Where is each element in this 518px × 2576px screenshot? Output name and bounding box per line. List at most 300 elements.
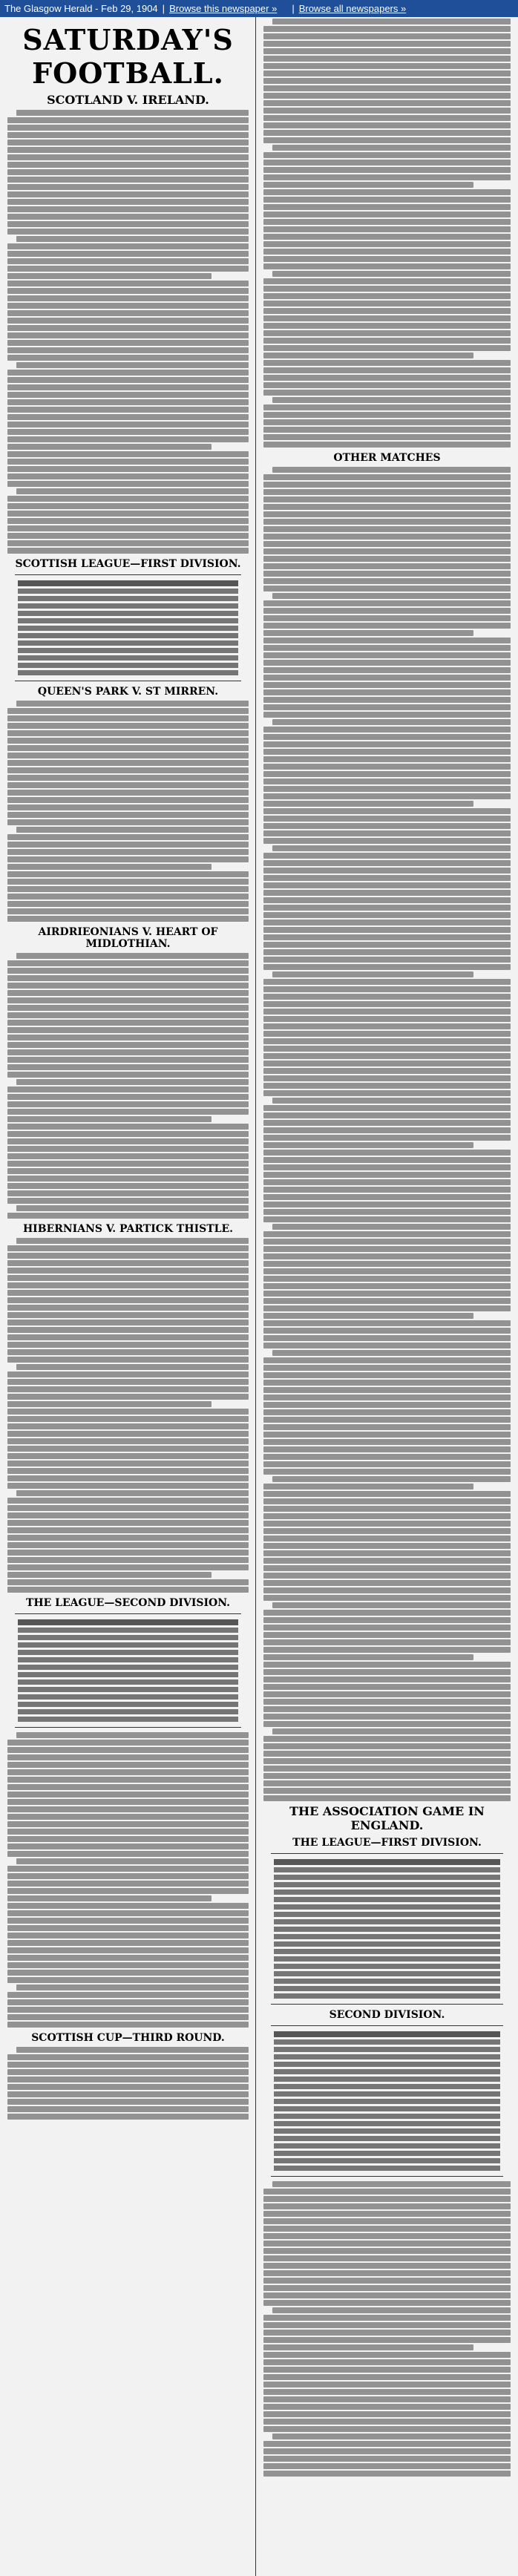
text-line bbox=[7, 1146, 249, 1152]
text-line bbox=[263, 1313, 473, 1319]
text-line bbox=[263, 882, 511, 888]
text-line bbox=[263, 1550, 511, 1556]
text-line bbox=[7, 1557, 249, 1563]
text-line bbox=[7, 1297, 249, 1303]
text-line bbox=[16, 1732, 249, 1738]
text-line bbox=[263, 1654, 473, 1660]
text-line bbox=[263, 1758, 511, 1764]
text-line bbox=[263, 1380, 511, 1386]
text-line bbox=[263, 675, 511, 681]
text-line bbox=[7, 842, 249, 848]
table-row bbox=[18, 1709, 238, 1714]
text-line bbox=[263, 1142, 473, 1148]
table-row bbox=[18, 603, 238, 609]
text-line bbox=[263, 949, 511, 955]
table-title: THE LEAGUE—FIRST DIVISION. bbox=[292, 1837, 482, 1849]
text-line bbox=[263, 1164, 511, 1170]
text-line bbox=[7, 1933, 249, 1938]
text-line bbox=[263, 2278, 511, 2284]
text-line bbox=[7, 797, 249, 803]
text-line bbox=[263, 41, 511, 47]
text-line bbox=[263, 212, 511, 217]
text-line bbox=[7, 1468, 249, 1474]
text-line bbox=[263, 2426, 511, 2432]
text-line bbox=[263, 108, 511, 114]
text-line bbox=[16, 1985, 249, 1990]
text-line bbox=[7, 1087, 249, 1092]
text-line bbox=[263, 682, 511, 688]
table-row bbox=[274, 2121, 500, 2126]
text-line bbox=[7, 407, 249, 413]
text-line bbox=[263, 1365, 511, 1371]
table-row bbox=[274, 2062, 500, 2067]
text-line bbox=[263, 474, 511, 480]
text-line bbox=[263, 167, 511, 173]
table-title: SCOTTISH LEAGUE—FIRST DIVISION. bbox=[15, 558, 241, 570]
text-line bbox=[7, 1762, 249, 1768]
text-line bbox=[7, 214, 249, 220]
text-line bbox=[263, 571, 511, 577]
text-line bbox=[7, 459, 249, 465]
text-line bbox=[7, 1740, 249, 1746]
text-line bbox=[263, 764, 511, 770]
table-row bbox=[18, 1665, 238, 1670]
text-line bbox=[7, 295, 249, 301]
text-line bbox=[7, 1357, 249, 1363]
text-line bbox=[263, 2352, 511, 2358]
text-line bbox=[263, 1157, 511, 1163]
text-line bbox=[7, 983, 249, 989]
text-line bbox=[263, 1617, 511, 1623]
text-line bbox=[263, 1751, 511, 1757]
text-line bbox=[263, 1083, 511, 1089]
text-line bbox=[7, 1438, 249, 1444]
text-line bbox=[263, 1699, 511, 1705]
text-line bbox=[16, 110, 249, 116]
text-line bbox=[7, 1520, 249, 1526]
text-line bbox=[272, 2434, 511, 2439]
text-line bbox=[16, 827, 249, 833]
text-line bbox=[263, 1491, 511, 1497]
text-line bbox=[7, 1005, 249, 1011]
text-line bbox=[263, 1187, 511, 1193]
text-line bbox=[7, 1918, 249, 1924]
separator: | bbox=[292, 3, 295, 14]
text-line bbox=[7, 1386, 249, 1392]
table-row bbox=[274, 1986, 500, 1991]
text-line bbox=[263, 1528, 511, 1534]
text-line bbox=[263, 345, 511, 351]
text-line bbox=[7, 503, 249, 509]
page-title: The Glasgow Herald - Feb 29, 1904 bbox=[4, 3, 158, 14]
text-line bbox=[7, 1168, 249, 1174]
text-line bbox=[263, 1135, 511, 1141]
text-line bbox=[263, 1038, 511, 1044]
text-line bbox=[16, 1238, 249, 1244]
table-row bbox=[274, 2099, 500, 2104]
text-line bbox=[263, 786, 511, 792]
text-line bbox=[7, 1564, 249, 1570]
text-line bbox=[7, 1260, 249, 1266]
text-line bbox=[7, 1784, 249, 1790]
text-line bbox=[7, 1394, 249, 1400]
table-row bbox=[274, 1927, 500, 1932]
text-line bbox=[7, 745, 249, 751]
text-line bbox=[263, 182, 473, 188]
text-line bbox=[7, 281, 249, 286]
table-row bbox=[274, 2106, 500, 2111]
league-table bbox=[15, 1613, 241, 1728]
text-line bbox=[7, 518, 249, 524]
text-line bbox=[263, 875, 511, 881]
text-line bbox=[263, 1580, 511, 1586]
text-line bbox=[263, 1721, 511, 1727]
text-line bbox=[7, 125, 249, 131]
text-line bbox=[263, 927, 511, 933]
text-line bbox=[263, 489, 511, 495]
text-line bbox=[263, 2396, 511, 2402]
text-line bbox=[263, 2203, 511, 2209]
text-line bbox=[7, 2099, 249, 2105]
text-line bbox=[263, 367, 511, 373]
text-line bbox=[272, 271, 511, 277]
text-line bbox=[7, 2022, 249, 2028]
text-line bbox=[263, 152, 511, 158]
text-line bbox=[263, 979, 511, 985]
text-line bbox=[7, 1161, 249, 1167]
article-body bbox=[256, 19, 518, 448]
text-line bbox=[7, 1379, 249, 1385]
text-line bbox=[7, 1572, 212, 1578]
text-line bbox=[7, 1821, 249, 1827]
text-line bbox=[272, 2181, 511, 2187]
text-line bbox=[7, 975, 249, 981]
text-line bbox=[7, 1843, 249, 1849]
text-line bbox=[272, 145, 511, 151]
text-line bbox=[263, 241, 511, 247]
text-line bbox=[263, 100, 511, 106]
text-line bbox=[263, 2337, 511, 2343]
table-row bbox=[274, 1890, 500, 1895]
text-line bbox=[16, 1364, 249, 1370]
text-line bbox=[263, 868, 511, 874]
text-line bbox=[7, 206, 249, 212]
text-line bbox=[263, 860, 511, 866]
text-line bbox=[7, 1416, 249, 1422]
text-line bbox=[16, 1490, 249, 1496]
text-line bbox=[7, 871, 249, 877]
text-line bbox=[7, 1275, 249, 1281]
text-line bbox=[272, 845, 511, 851]
text-line bbox=[263, 1795, 511, 1801]
text-line bbox=[272, 1602, 511, 1608]
text-line bbox=[263, 360, 511, 366]
text-line bbox=[263, 1112, 511, 1118]
text-line bbox=[263, 1053, 511, 1059]
text-line bbox=[263, 645, 511, 651]
text-line bbox=[7, 1505, 249, 1511]
text-line bbox=[263, 2359, 511, 2365]
table-row bbox=[274, 1964, 500, 1969]
headline: SATURDAY'S FOOTBALL. bbox=[22, 23, 234, 90]
text-line bbox=[263, 1498, 511, 1504]
right-column bbox=[256, 17, 518, 2576]
text-line bbox=[16, 1205, 249, 1211]
text-line bbox=[263, 1216, 511, 1222]
text-line bbox=[7, 1409, 249, 1415]
text-line bbox=[263, 1172, 511, 1178]
text-line bbox=[7, 1747, 249, 1753]
text-line bbox=[7, 199, 249, 205]
text-line bbox=[263, 1061, 511, 1066]
text-line bbox=[7, 422, 249, 427]
text-line bbox=[263, 1276, 511, 1282]
table-row bbox=[18, 1657, 238, 1662]
text-line bbox=[7, 708, 249, 714]
table-row bbox=[274, 1882, 500, 1887]
text-line bbox=[7, 960, 249, 966]
text-line bbox=[263, 1469, 511, 1475]
text-line bbox=[7, 715, 249, 721]
text-line bbox=[263, 1543, 511, 1549]
table-row bbox=[274, 2047, 500, 2052]
text-line bbox=[263, 563, 511, 569]
text-line bbox=[7, 1498, 249, 1504]
text-line bbox=[7, 1925, 249, 1931]
text-line bbox=[7, 1910, 249, 1916]
text-line bbox=[7, 429, 249, 435]
text-line bbox=[263, 2322, 511, 2328]
table-row bbox=[274, 1919, 500, 1924]
text-line bbox=[263, 823, 511, 829]
article-body bbox=[256, 467, 518, 1801]
text-line bbox=[7, 1888, 249, 1894]
text-line bbox=[16, 701, 249, 707]
table-title: THE LEAGUE—SECOND DIVISION. bbox=[25, 1597, 231, 1609]
text-line bbox=[263, 994, 511, 1000]
text-line bbox=[7, 1527, 249, 1533]
text-line bbox=[7, 1895, 212, 1901]
text-line bbox=[7, 738, 249, 744]
text-line bbox=[263, 1328, 511, 1334]
text-line bbox=[7, 1131, 249, 1137]
text-line bbox=[263, 434, 511, 440]
table-row bbox=[18, 1679, 238, 1685]
text-line bbox=[7, 1851, 249, 1857]
text-line bbox=[263, 734, 511, 740]
text-line bbox=[7, 1814, 249, 1820]
text-line bbox=[263, 623, 511, 629]
text-line bbox=[7, 1320, 249, 1325]
table-row bbox=[274, 2128, 500, 2134]
text-line bbox=[263, 1513, 511, 1519]
text-line bbox=[263, 278, 511, 284]
text-line bbox=[7, 2084, 249, 2090]
text-line bbox=[7, 1042, 249, 1048]
text-line bbox=[7, 834, 249, 840]
table-row bbox=[18, 611, 238, 616]
text-line bbox=[263, 56, 511, 62]
article-body bbox=[0, 953, 256, 1219]
text-line bbox=[263, 189, 511, 195]
text-line bbox=[263, 897, 511, 903]
text-line bbox=[263, 986, 511, 992]
table-row bbox=[274, 2158, 500, 2163]
text-line bbox=[272, 971, 473, 977]
text-line bbox=[263, 1565, 511, 1571]
text-line bbox=[7, 1992, 249, 1998]
text-line bbox=[263, 890, 511, 896]
text-line bbox=[7, 1072, 249, 1078]
text-line bbox=[263, 390, 511, 396]
text-line bbox=[263, 382, 511, 388]
table-row bbox=[274, 2039, 500, 2045]
text-line bbox=[263, 122, 511, 128]
browse-all-link[interactable]: Browse all newspapers » bbox=[298, 3, 407, 14]
text-line bbox=[7, 908, 249, 914]
text-line bbox=[263, 586, 511, 591]
match-title: AIRDRIEONIANS V. HEART OF MIDLOTHIAN. bbox=[38, 926, 218, 950]
text-line bbox=[263, 85, 511, 91]
text-line bbox=[263, 1587, 511, 1593]
article-body bbox=[256, 2181, 518, 2477]
text-line bbox=[7, 1940, 249, 1946]
text-line bbox=[7, 243, 249, 249]
text-line bbox=[7, 1176, 249, 1182]
text-line bbox=[263, 2330, 511, 2336]
text-line bbox=[272, 1728, 511, 1734]
text-line bbox=[263, 526, 511, 532]
text-line bbox=[16, 1079, 249, 1085]
text-line bbox=[263, 749, 511, 755]
text-line bbox=[263, 1417, 511, 1423]
text-line bbox=[263, 964, 511, 970]
section-title: THE ASSOCIATION GAME IN ENGLAND. bbox=[289, 1804, 485, 1832]
text-line bbox=[7, 2062, 249, 2068]
text-line bbox=[7, 1947, 249, 1953]
text-line bbox=[263, 293, 511, 299]
text-line bbox=[263, 1780, 511, 1786]
text-line bbox=[7, 1769, 249, 1775]
article-body bbox=[0, 1732, 256, 2028]
text-line bbox=[263, 1558, 511, 1564]
text-line bbox=[7, 804, 249, 810]
text-line bbox=[263, 1231, 511, 1237]
text-line bbox=[7, 511, 249, 517]
text-line bbox=[7, 1401, 212, 1407]
text-line bbox=[7, 1535, 249, 1541]
text-line bbox=[263, 1016, 511, 1022]
text-line bbox=[7, 399, 249, 405]
text-line bbox=[7, 162, 249, 168]
text-line bbox=[7, 2077, 249, 2082]
text-line bbox=[272, 1224, 511, 1230]
text-line bbox=[263, 1023, 511, 1029]
text-line bbox=[263, 375, 511, 381]
text-line bbox=[263, 1031, 511, 1037]
table-row bbox=[18, 589, 238, 594]
text-line bbox=[263, 2389, 511, 2395]
text-line bbox=[7, 384, 249, 390]
table-row bbox=[274, 1897, 500, 1902]
text-line bbox=[263, 1090, 511, 1096]
table-row bbox=[18, 1717, 238, 1722]
browse-newspaper-link[interactable]: Browse this newspaper » bbox=[169, 3, 278, 14]
text-line bbox=[263, 1298, 511, 1304]
text-line bbox=[263, 308, 511, 314]
text-line bbox=[7, 1977, 249, 1983]
text-line bbox=[7, 1349, 249, 1355]
text-line bbox=[7, 1873, 249, 1879]
text-line bbox=[16, 236, 249, 242]
text-line bbox=[7, 288, 249, 294]
text-line bbox=[7, 2014, 249, 2020]
table-row bbox=[274, 2114, 500, 2119]
text-line bbox=[7, 258, 249, 264]
article-body bbox=[0, 110, 256, 554]
text-line bbox=[7, 1109, 249, 1115]
text-line bbox=[7, 1962, 249, 1968]
text-line bbox=[263, 1788, 511, 1794]
text-line bbox=[263, 1387, 511, 1393]
text-line bbox=[16, 362, 249, 368]
table-row bbox=[274, 1867, 500, 1872]
text-line bbox=[272, 719, 511, 725]
text-line bbox=[263, 1261, 511, 1267]
text-line bbox=[7, 1035, 249, 1040]
text-line bbox=[263, 1706, 511, 1712]
text-line bbox=[263, 1677, 511, 1682]
text-line bbox=[7, 1829, 249, 1835]
text-line bbox=[263, 1610, 511, 1616]
table-row bbox=[274, 1941, 500, 1947]
text-line bbox=[16, 953, 249, 959]
text-line bbox=[263, 1239, 511, 1245]
text-line bbox=[263, 1684, 511, 1690]
text-line bbox=[272, 467, 511, 473]
text-line bbox=[263, 2285, 511, 2291]
table-title: SECOND DIVISION. bbox=[329, 2009, 445, 2021]
text-line bbox=[263, 779, 511, 784]
text-line bbox=[263, 2211, 511, 2217]
text-line bbox=[263, 1179, 511, 1185]
text-line bbox=[272, 1350, 511, 1356]
section-title: OTHER MATCHES bbox=[333, 452, 441, 464]
text-line bbox=[263, 1402, 511, 1408]
text-line bbox=[263, 330, 511, 336]
newspaper-page bbox=[0, 17, 518, 2576]
text-line bbox=[263, 556, 511, 562]
text-line bbox=[7, 856, 249, 862]
text-line bbox=[7, 355, 249, 361]
text-line bbox=[263, 712, 511, 718]
text-line bbox=[7, 548, 249, 554]
text-line bbox=[263, 2196, 511, 2202]
text-line bbox=[7, 790, 249, 796]
text-line bbox=[263, 78, 511, 84]
text-line bbox=[263, 652, 511, 658]
text-line bbox=[263, 93, 511, 99]
text-line bbox=[263, 1736, 511, 1742]
text-line bbox=[263, 2270, 511, 2276]
text-line bbox=[7, 894, 249, 899]
text-line bbox=[7, 221, 249, 227]
text-line bbox=[7, 1138, 249, 1144]
text-line bbox=[263, 2411, 511, 2417]
table-row bbox=[18, 1694, 238, 1700]
text-line bbox=[7, 1587, 249, 1593]
table-row bbox=[18, 640, 238, 646]
